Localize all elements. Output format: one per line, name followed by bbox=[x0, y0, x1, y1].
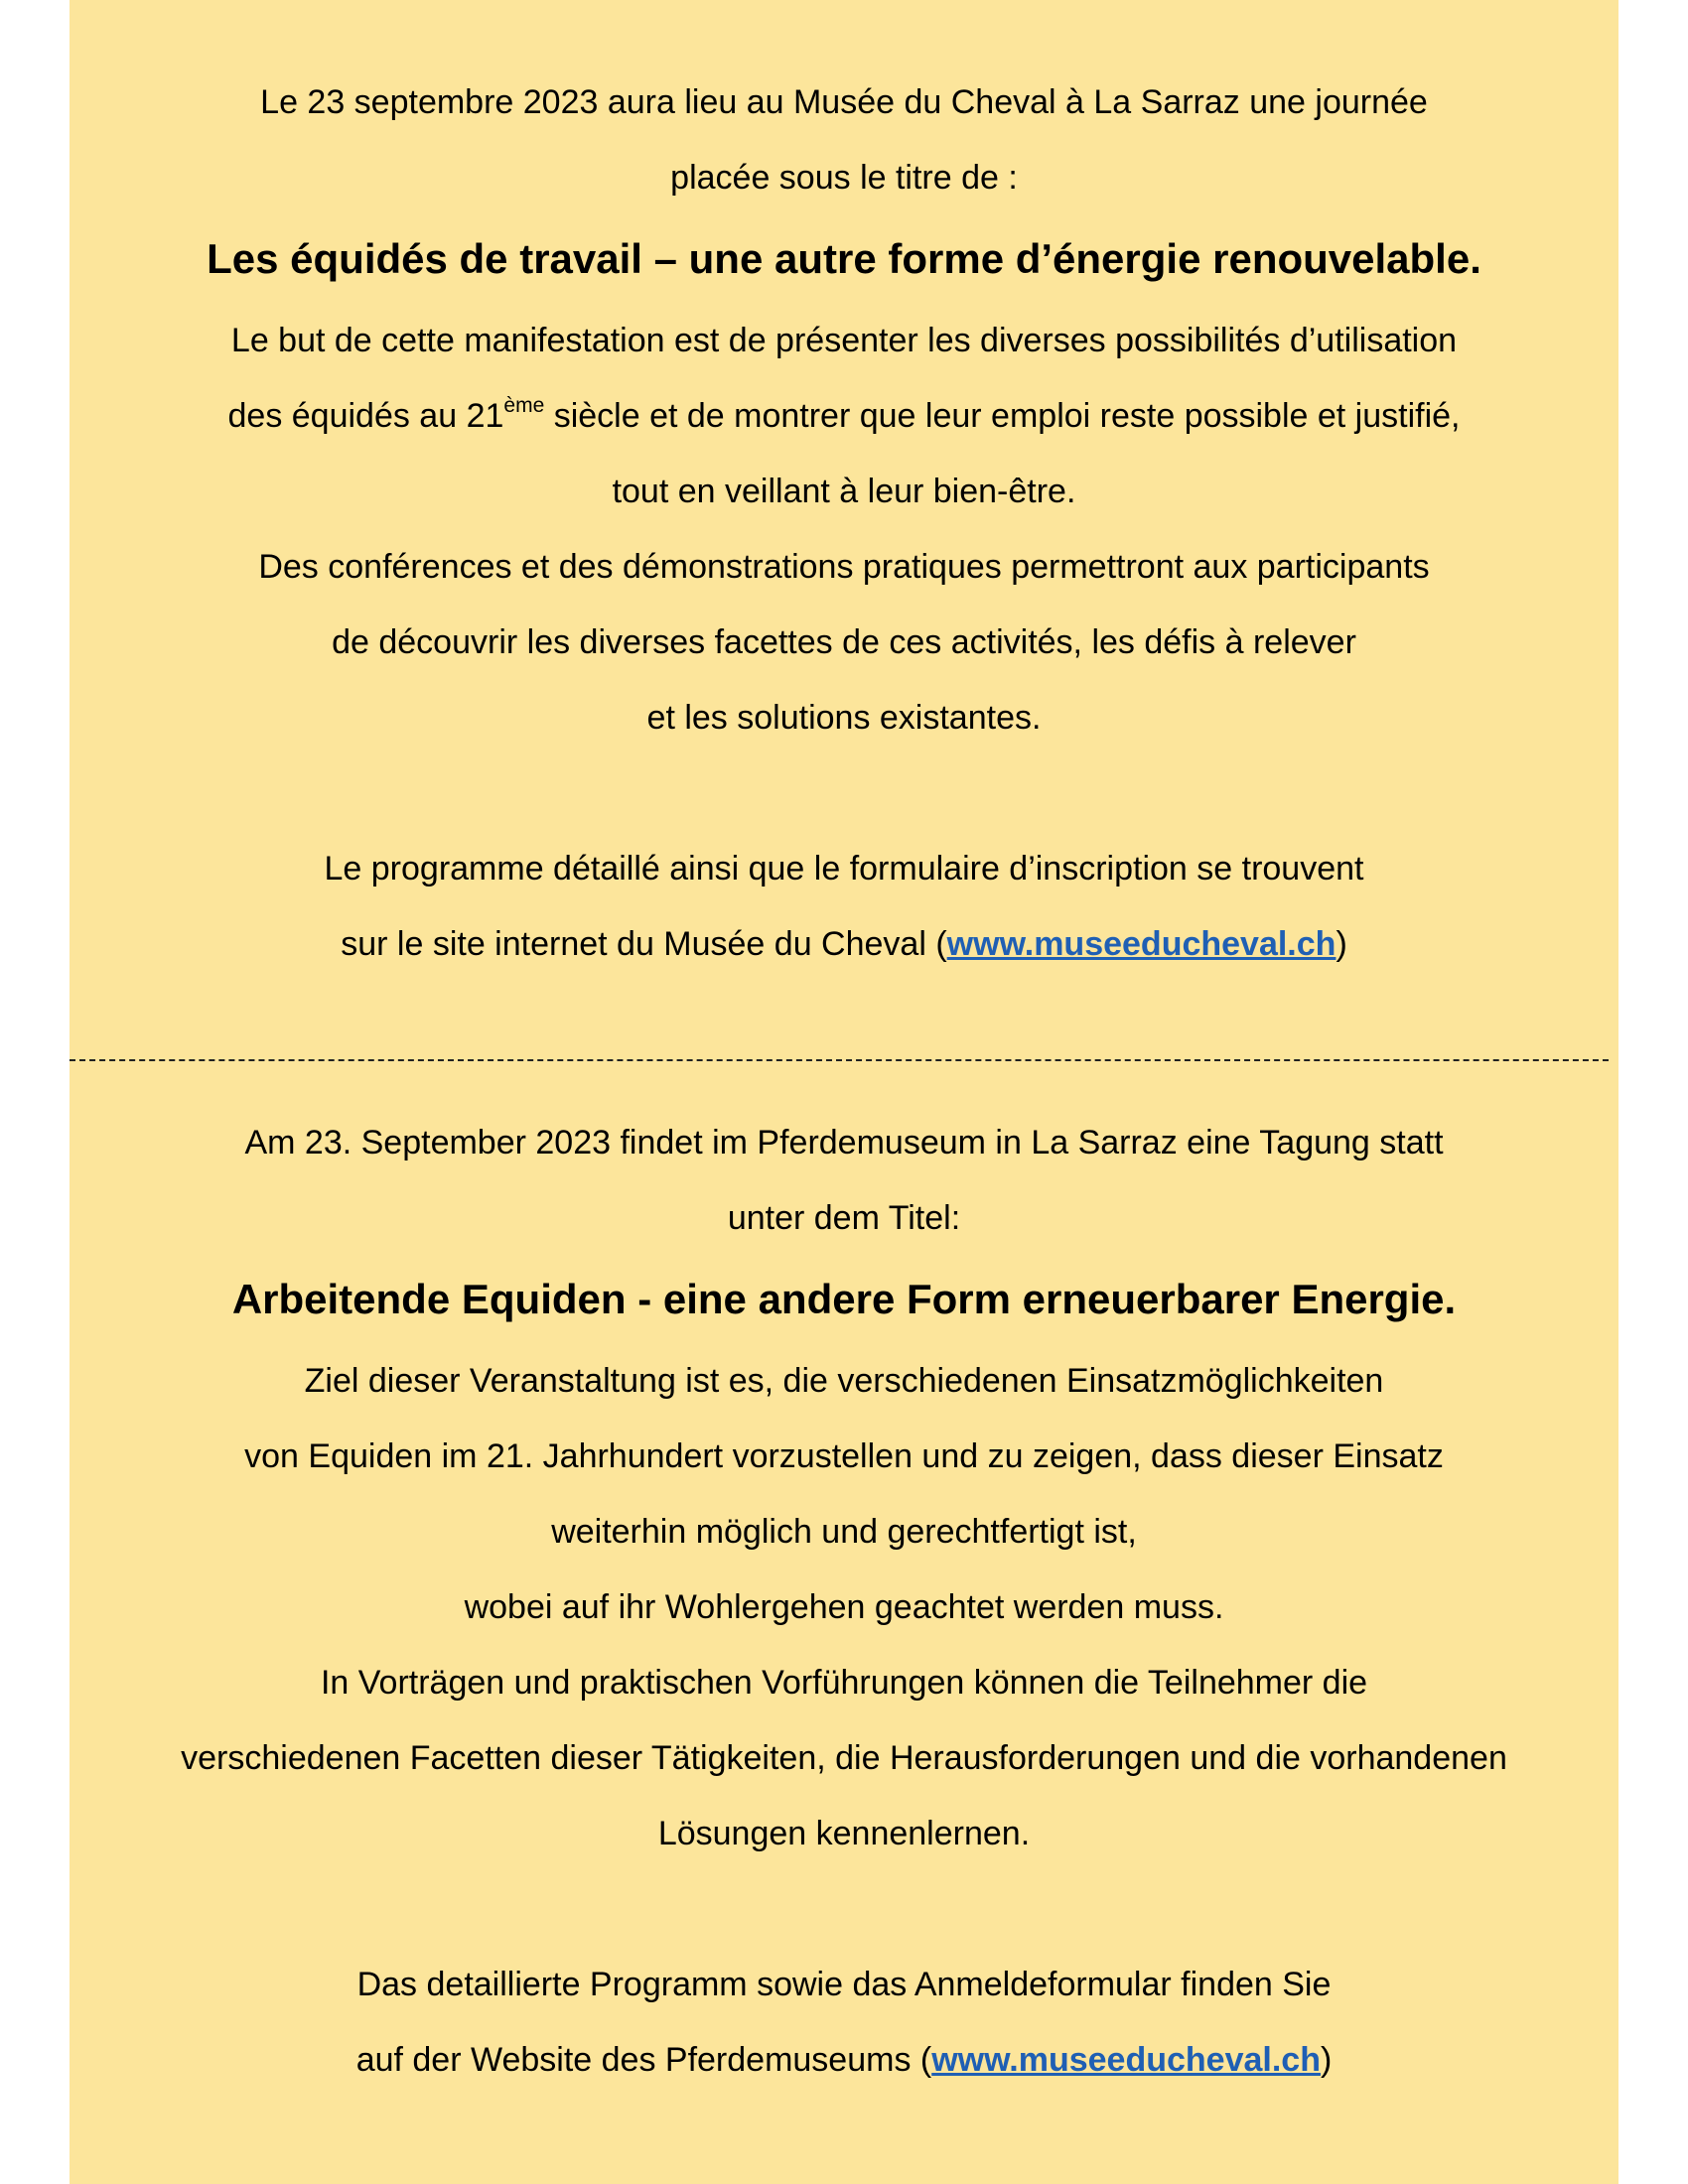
fr-title: Les équidés de travail – une autre forme d’énergie renouvelable. bbox=[207, 235, 1481, 282]
fr-intro-line-2: placée sous le titre de : bbox=[670, 159, 1018, 197]
fr-superscript: ème bbox=[503, 394, 545, 417]
de-program-text: auf der Website des Pferdemuseums ( bbox=[355, 2041, 932, 2079]
fr-intro-line-1: Le 23 septembre 2023 aura lieu au Musée du Cheval à La Sarraz une journée bbox=[260, 83, 1428, 121]
fr-website-link[interactable]: www.museeducheval.ch bbox=[946, 925, 1336, 963]
fr-line-2-start: des équidés au 21 bbox=[227, 397, 504, 435]
fr-paragraph-2-line-1: Des conférences et des démonstrations pratiques permettront aux participants bbox=[258, 548, 1430, 586]
flyer-page bbox=[70, 0, 1618, 2184]
de-closing-paren: ) bbox=[1320, 2041, 1333, 2079]
fr-paragraph-1-line-1: Le but de cette manifestation est de présenter les diverses possibilités d’utilisation bbox=[230, 322, 1458, 359]
fr-program-text: sur le site internet du Musée du Cheval ( bbox=[341, 925, 947, 963]
de-paragraph-2-line-3: Lösungen kennenlernen. bbox=[657, 1815, 1031, 1852]
de-paragraph-1-line-4: wobei auf ihr Wohlergehen geachtet werden muss. bbox=[464, 1588, 1224, 1626]
de-paragraph-2-line-2: verschiedenen Facetten dieser Tätigkeiten, die Herausforderungen und die vorhandenen bbox=[181, 1739, 1507, 1777]
de-website-link[interactable]: www.museeducheval.ch bbox=[931, 2041, 1321, 2079]
de-paragraph-1-line-1: Ziel dieser Veranstaltung ist es, die verschiedenen Einsatzmöglichkeiten bbox=[304, 1362, 1384, 1400]
fr-program-line-1: Le programme détaillé ainsi que le formulaire d’inscription se trouvent bbox=[324, 850, 1364, 887]
fr-paragraph-1-line-3: tout en veillant à leur bien-être. bbox=[612, 473, 1076, 510]
de-intro-line-2: unter dem Titel: bbox=[727, 1199, 961, 1237]
de-title: Arbeitende Equiden - eine andere Form erneuerbarer Energie. bbox=[231, 1276, 1457, 1322]
de-intro-line-1: Am 23. September 2023 findet im Pferdemuseum in La Sarraz eine Tagung statt bbox=[244, 1124, 1444, 1161]
fr-line-2-end: siècle et de montrer que leur emploi reste possible et justifié, bbox=[544, 397, 1461, 435]
de-program-line-1: Das detaillierte Programm sowie das Anmeldeformular finden Sie bbox=[356, 1966, 1332, 2003]
de-paragraph-2-line-1: In Vorträgen und praktischen Vorführungen können die Teilnehmer die bbox=[320, 1664, 1368, 1702]
fr-paragraph-1-line-2 bbox=[70, 394, 1618, 438]
de-program-line-2 bbox=[70, 2038, 1618, 2082]
de-paragraph-1-line-2: von Equiden im 21. Jahrhundert vorzustellen und zu zeigen, dass dieser Einsatz bbox=[244, 1437, 1444, 1475]
fr-paragraph-2-line-3: et les solutions existantes. bbox=[646, 699, 1042, 737]
de-paragraph-1-line-3: weiterhin möglich und gerechtfertigt ist, bbox=[551, 1513, 1137, 1551]
section-divider bbox=[70, 1059, 1609, 1061]
fr-paragraph-2-line-2: de découvrir les diverses facettes de ces activités, les défis à relever bbox=[332, 623, 1356, 661]
fr-program-line-2 bbox=[70, 922, 1618, 966]
fr-closing-paren: ) bbox=[1336, 925, 1347, 963]
